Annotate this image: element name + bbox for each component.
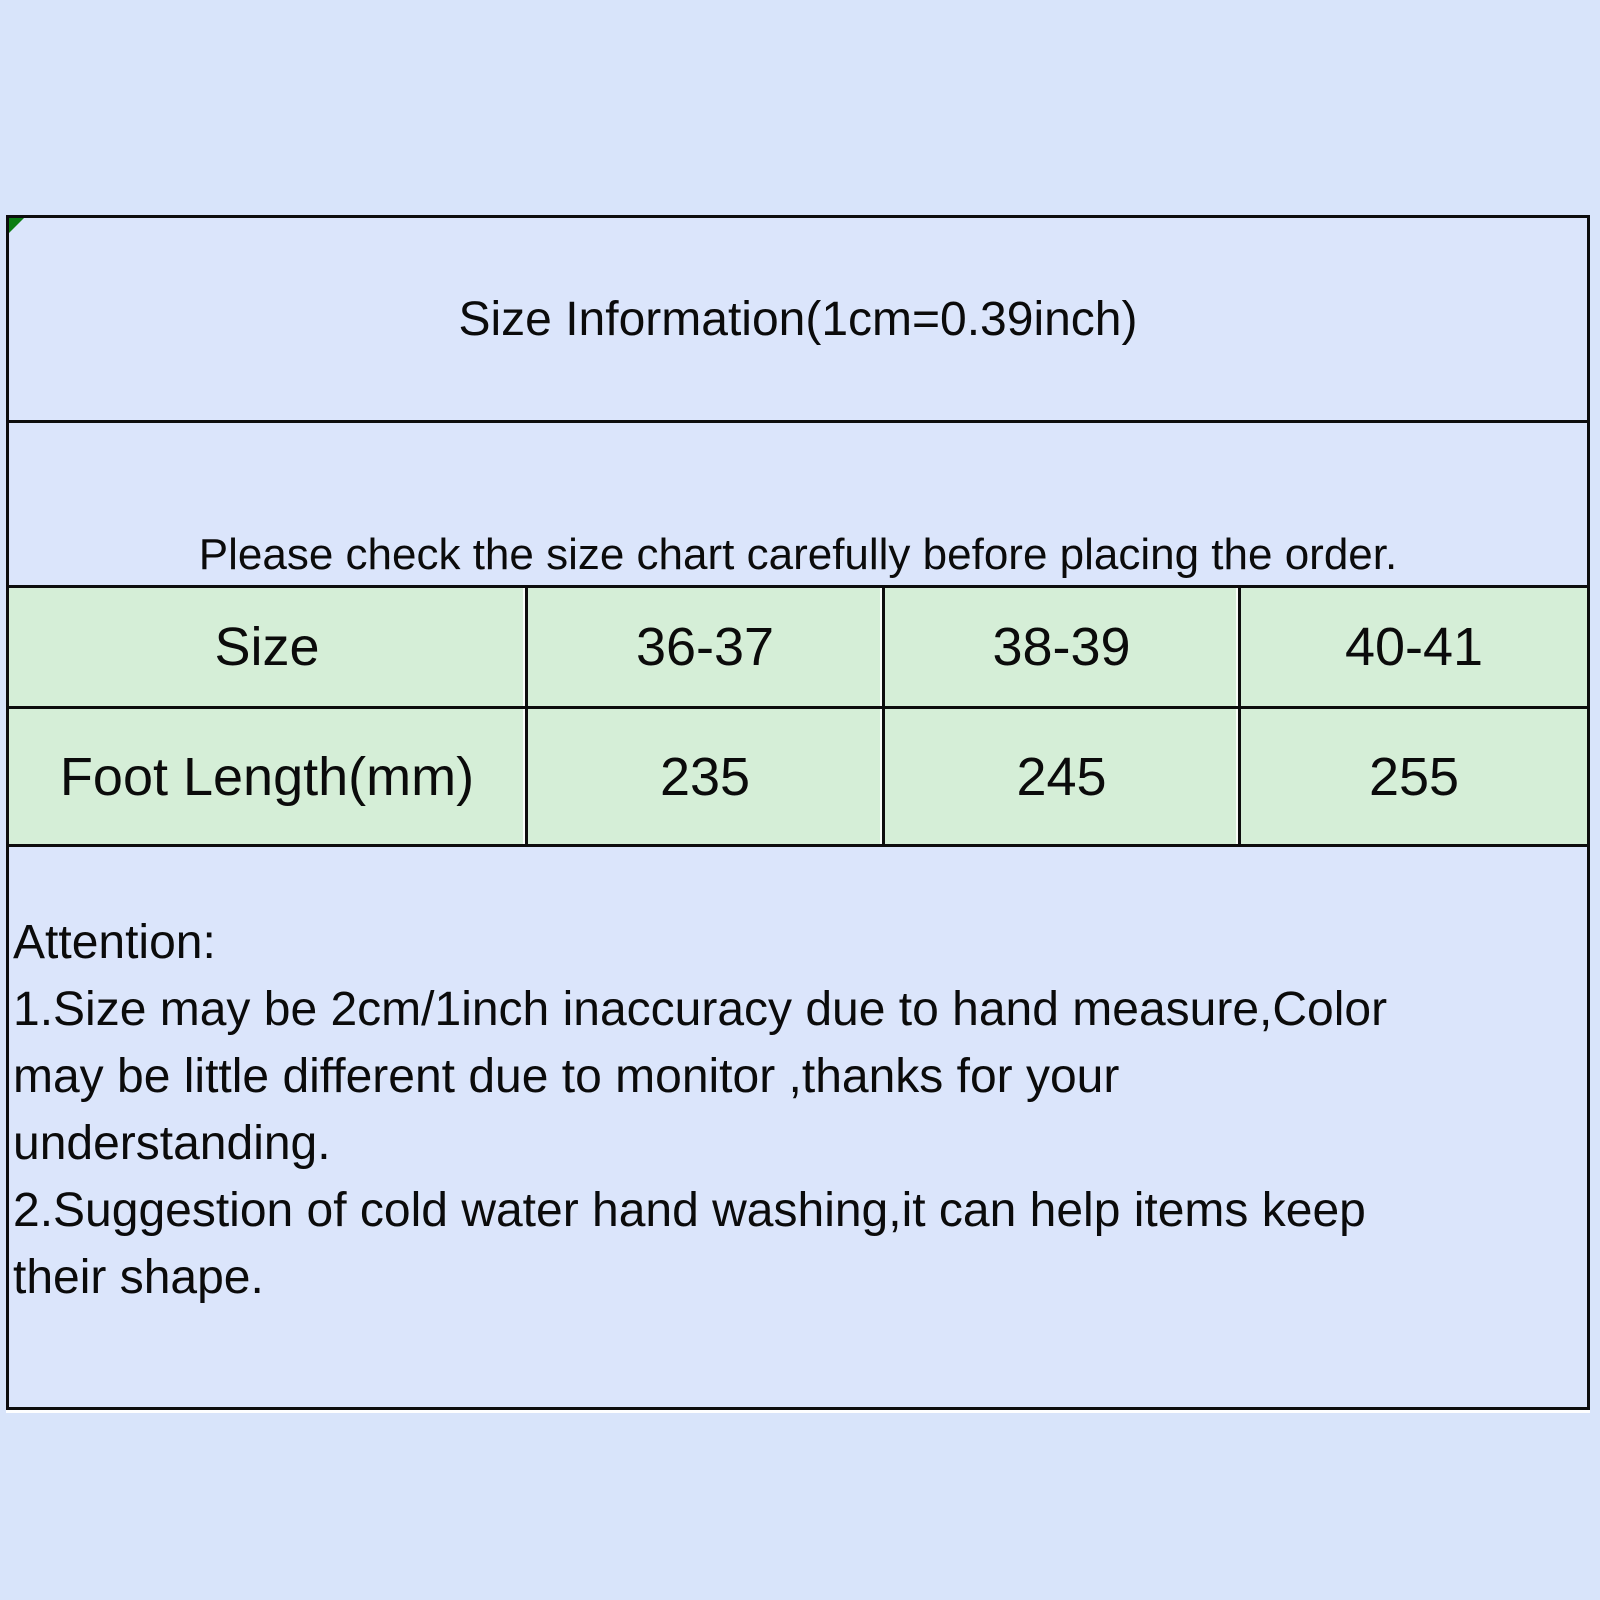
attention-line: 2.Suggestion of cold water hand washing,it can help items keep [13, 1184, 1366, 1237]
page-title: Size Information(1cm=0.39inch) [458, 292, 1138, 346]
foot-length-value-cell-255: 255 [1241, 709, 1587, 844]
instruction-row [9, 423, 1587, 588]
foot-length-row [9, 709, 1587, 847]
foot-length-value-cell-235: 235 [528, 709, 885, 844]
size-label-cell: Size [9, 588, 528, 706]
green-corner-marker-icon [9, 218, 24, 233]
title-row [9, 218, 1587, 423]
size-value-cell-38-39: 38-39 [885, 588, 1241, 706]
attention-line: understanding. [13, 1117, 331, 1170]
foot-length-label-cell: Foot Length(mm) [9, 709, 528, 844]
foot-length-value-cell-245: 245 [885, 709, 1241, 844]
size-header-row [9, 588, 1587, 709]
attention-line: their shape. [13, 1251, 264, 1304]
attention-heading: Attention: [13, 916, 216, 969]
instruction-text: Please check the size chart carefully before placing the order. [198, 530, 1398, 579]
attention-line: may be little different due to monitor ,thanks for your [13, 1050, 1120, 1103]
size-value-cell-36-37: 36-37 [528, 588, 885, 706]
attention-section [9, 847, 1587, 1407]
size-value-cell-40-41: 40-41 [1241, 588, 1587, 706]
attention-line: 1.Size may be 2cm/1inch inaccuracy due to hand measure,Color [13, 983, 1388, 1036]
size-chart-sheet [6, 215, 1590, 1410]
